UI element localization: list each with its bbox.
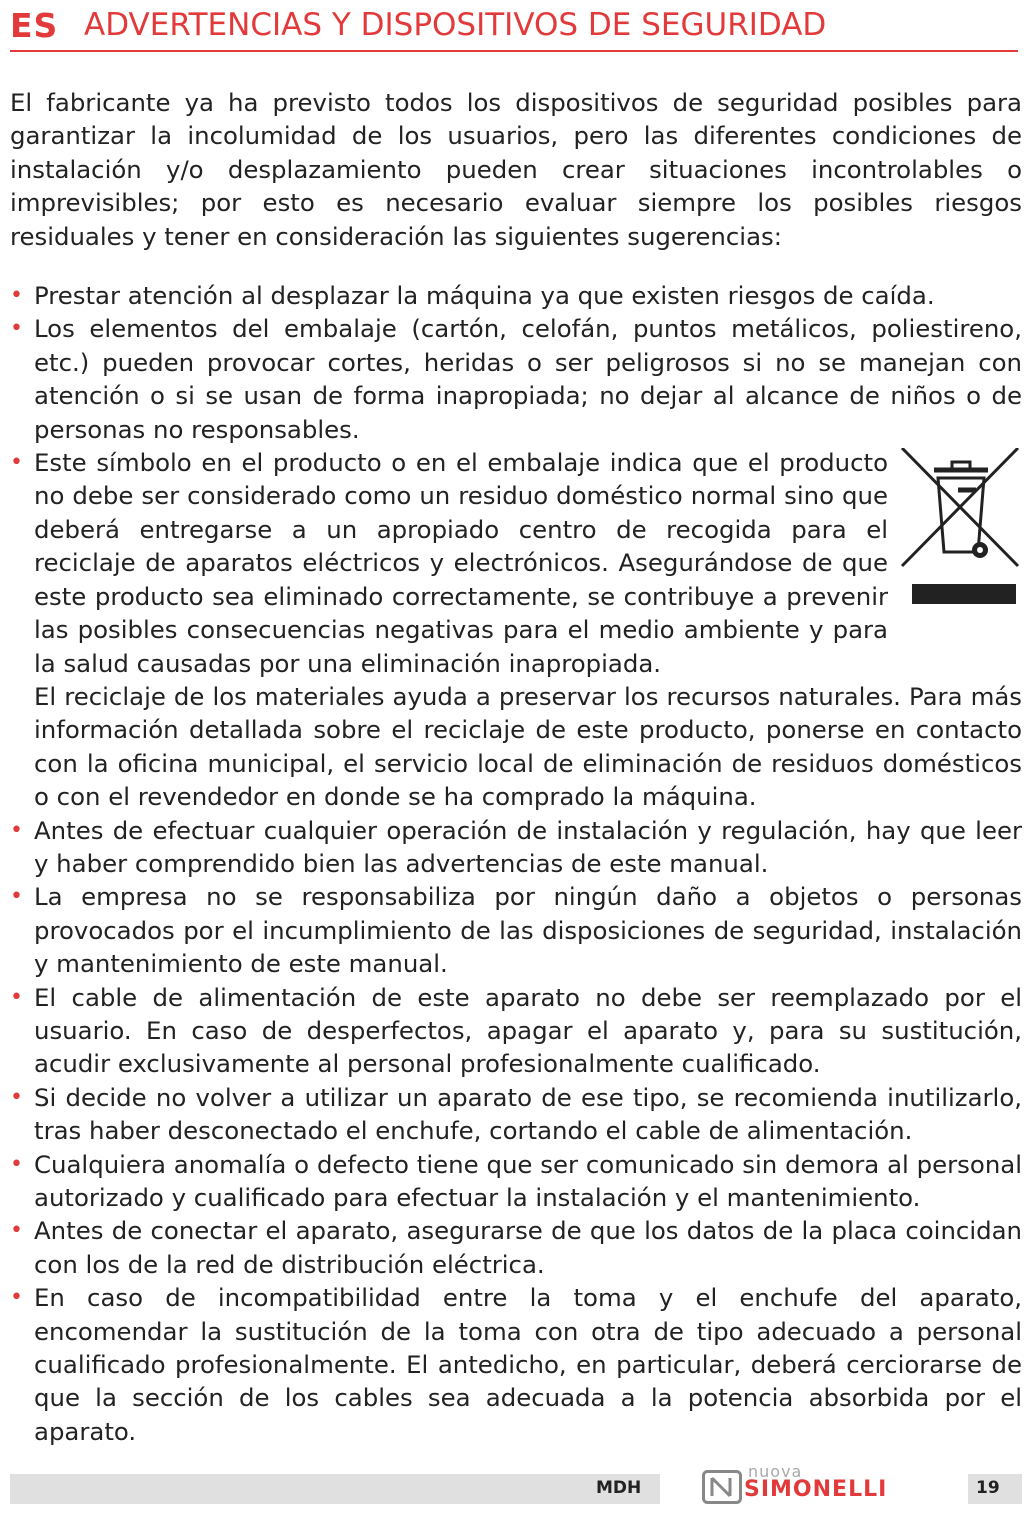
bullet-icon: • <box>10 1285 23 1311</box>
model-code: MDH <box>596 1478 642 1498</box>
list-item-text: Antes de conectar el aparato, asegurarse de que los datos de la placa coincidan con los de la red de distribución eléctrica. <box>34 1216 1022 1279</box>
list-item-text: Prestar atención al desplazar la máquina ya que existen riesgos de caída. <box>34 281 935 311</box>
page-number: 19 <box>976 1478 1000 1498</box>
list-item <box>10 279 1022 312</box>
list-item-text: Si decide no volver a utilizar un aparato de ese tipo, se recomienda inutilizarlo, tras haber desconectado el enchufe, cortando el cable de alimentación. <box>34 1082 1022 1146</box>
list-item-text: El reciclaje de los materiales ayuda a preservar los recursos naturales. Para más información detallada sobre el reciclaje de este producto, ponerse en contacto con la oficina municipal, el servicio local de eliminación de residuos domésticos o con el revendedor en donde se ha comprado la máquina. <box>34 681 1022 812</box>
page-footer <box>10 1462 1022 1504</box>
bullet-icon: • <box>10 283 23 309</box>
bullet-icon: • <box>10 316 23 342</box>
bullet-icon: • <box>10 817 23 843</box>
brand-name: SIMONELLI <box>744 1477 888 1502</box>
bullet-icon: • <box>10 884 23 910</box>
bullet-icon: • <box>10 1218 23 1244</box>
list-item <box>10 1214 1022 1281</box>
page-title: ADVERTENCIAS Y DISPOSITIVOS DE SEGURIDAD <box>84 7 827 43</box>
page-header <box>10 4 1018 52</box>
list-item <box>10 880 1022 980</box>
list-item-text: En caso de incompatibilidad entre la toma y el enchufe del aparato, encomendar la sustitución de la toma con otra de tipo adecuado a personal cualificado profesionalmente. El antedicho, en particular, deberá cerciorarse de que la sección de los cables sea adecuada a la potencia absorbida por el aparato. <box>34 1283 1022 1446</box>
list-item <box>10 312 1022 446</box>
list-item-text: La empresa no se responsabiliza por ningún daño a objetos o personas provocados por el incumplimiento de las disposiciones de seguridad, instalación y mantenimiento de este manual. <box>34 882 1022 979</box>
bullet-icon: • <box>10 450 23 476</box>
safety-list <box>10 279 1022 1448</box>
brand-mark-icon <box>702 1470 742 1504</box>
language-code: ES <box>10 6 59 45</box>
intro-paragraph: El fabricante ya ha previsto todos los dispositivos de seguridad posibles para garantizar la incolumidad de los usuarios, pero las diferentes condiciones de instalación y/o desplazamiento pueden crear situaciones incontrolables o imprevisibles; por esto es necesario evaluar siempre los posibles riesgos residuales y tener en consideración las siguientes sugerencias: <box>10 88 1022 251</box>
list-item <box>10 1148 1022 1215</box>
list-item-text: Los elementos del embalaje (cartón, celofán, puntos metálicos, poliestireno, etc.) pueden provocar cortes, heridas o ser peligrosos si no se manejan con atención o si se usan de forma inapropiada; no dejar al alcance de niños o de personas no responsables. <box>34 314 1022 444</box>
list-item <box>10 814 1022 881</box>
brand-small-text: nuova <box>748 1462 803 1481</box>
brand-logo <box>700 1462 950 1506</box>
main-content <box>10 86 1022 1448</box>
list-item <box>10 1081 1022 1148</box>
list-item-weee <box>10 446 1022 813</box>
list-item-text: Cualquiera anomalía o defecto tiene que ser comunicado sin demora al personal autorizado y cualificado para efectuar la instalación y el mantenimiento. <box>34 1149 1022 1212</box>
list-item <box>10 1281 1022 1448</box>
list-item <box>10 981 1022 1081</box>
bullet-icon: • <box>10 1151 23 1177</box>
crossed-out-wheelie-bin-icon <box>900 448 1022 604</box>
bullet-icon: • <box>10 984 23 1010</box>
list-item-text: Antes de efectuar cualquier operación de instalación y regulación, hay que leer y haber comprendido bien las advertencias de este manual. <box>34 815 1022 878</box>
weee-row <box>34 446 1022 680</box>
bullet-icon: • <box>10 1084 23 1110</box>
list-item-text: El cable de alimentación de este aparato no debe ser reemplazado por el usuario. En caso de desperfectos, apagar el aparato y, para su sustitución, acudir exclusivamente al personal profesionalmente cualificado. <box>34 982 1022 1079</box>
list-item-text: Este símbolo en el producto o en el embalaje indica que el producto no debe ser considerado como un residuo doméstico normal sino que deberá entregarse a un apropiado centro de recogida para el reciclaje de aparatos eléctricos y electrónicos. Asegurándose de que este producto sea eliminado correctamente, se contribuye a prevenir las posibles consecuencias negativas para el medio ambiente y para la salud causadas por una eliminación inapropiada. <box>34 448 888 678</box>
footer-bar <box>10 1474 660 1504</box>
